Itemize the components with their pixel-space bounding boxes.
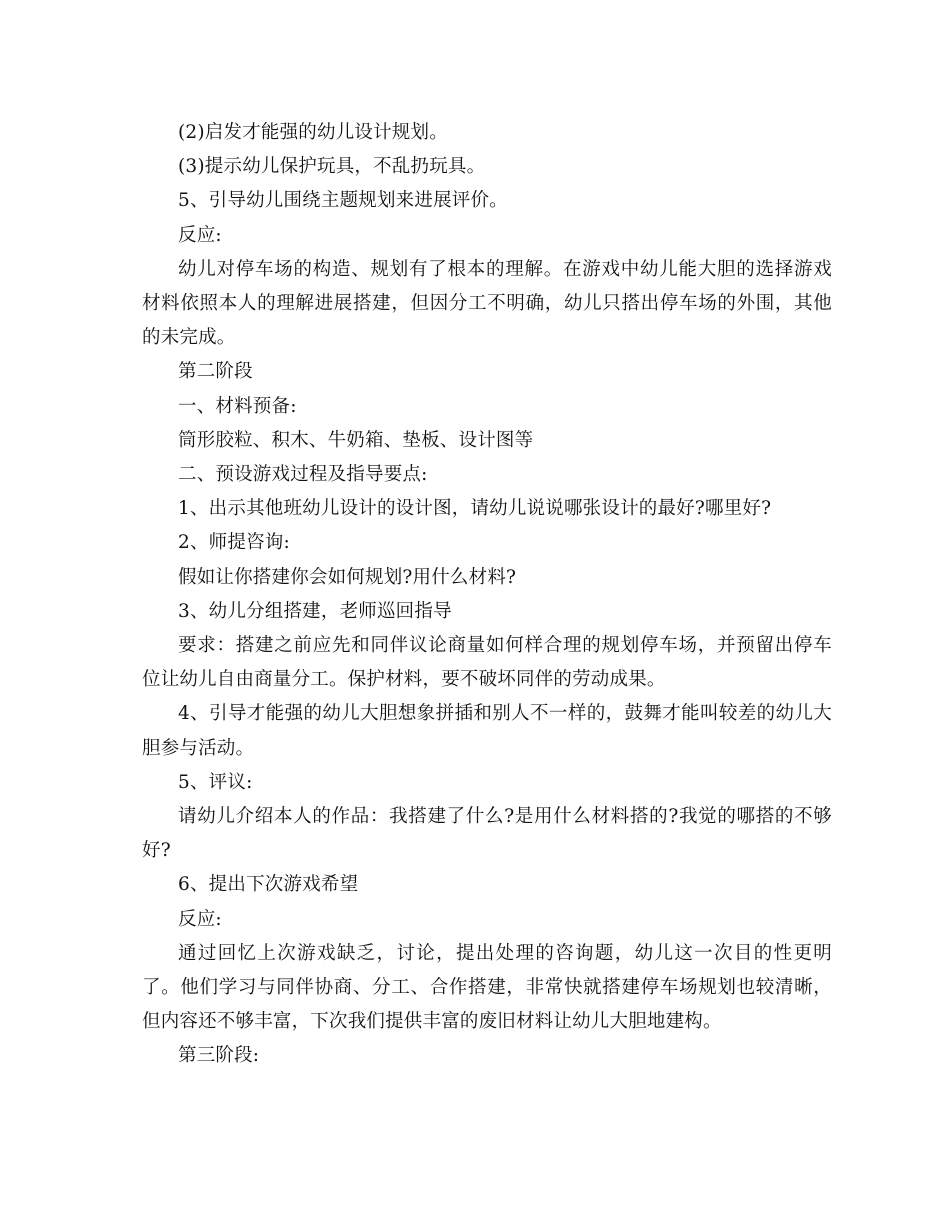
paragraph: 反应:	[178, 224, 222, 246]
paragraph: 筒形胶粒、积木、牛奶箱、垫板、设计图等	[178, 429, 534, 451]
paragraph: 6、提出下次游戏希望	[178, 874, 359, 896]
paragraph: 1、出示其他班幼儿设计的设计图，请幼儿说说哪张设计的最好?哪里好?	[178, 498, 772, 520]
paragraph: 3、幼儿分组搭建，老师巡回指导	[178, 600, 452, 622]
paragraph: 一、材料预备:	[178, 395, 297, 417]
paragraph: 反应:	[178, 908, 222, 930]
paragraph: (3)提示幼儿保护玩具，不乱扔玩具。	[178, 156, 486, 178]
section-heading: 第三阶段:	[178, 1045, 260, 1067]
section-heading: 第二阶段	[178, 361, 253, 383]
paragraph: 4、引导才能强的幼儿大胆想象拼插和别人不一样的，鼓舞才能叫较差的幼儿大胆参与活动。	[142, 703, 832, 759]
paragraph: 二、预设游戏过程及指导要点:	[178, 464, 428, 486]
paragraph: 幼儿对停车场的构造、规划有了根本的理解。在游戏中幼儿能大胆的选择游戏材料依照本人的理解进展搭建，但因分工不明确，幼儿只搭出停车场的外围，其他的未完成。	[142, 258, 832, 349]
paragraph: 5、引导幼儿围绕主题规划来进展评价。	[178, 190, 508, 212]
paragraph: (2)启发才能强的幼儿设计规划。	[178, 122, 448, 143]
paragraph: 请幼儿介绍本人的作品：我搭建了什么?是用什么材料搭的?我觉的哪搭的不够好?	[142, 806, 832, 862]
paragraph: 2、师提咨询:	[178, 532, 290, 554]
paragraph: 5、评议:	[178, 771, 253, 793]
document-body	[142, 116, 832, 1074]
paragraph: 假如让你搭建你会如何规划?用什么材料?	[178, 566, 517, 588]
paragraph: 要求：搭建之前应先和同伴议论商量如何样合理的规划停车场，并预留出停车位让幼儿自由商量分工。保护材料，要不破坏同伴的劳动成果。	[142, 635, 832, 691]
paragraph: 通过回忆上次游戏缺乏，讨论，提出处理的咨询题，幼儿这一次目的性更明了。他们学习与同伴协商、分工、合作搭建，非常快就搭建停车场规划也较清晰，但内容还不够丰富，下次我们提供丰富的废旧材料让幼儿大胆地建构。	[142, 942, 832, 1033]
